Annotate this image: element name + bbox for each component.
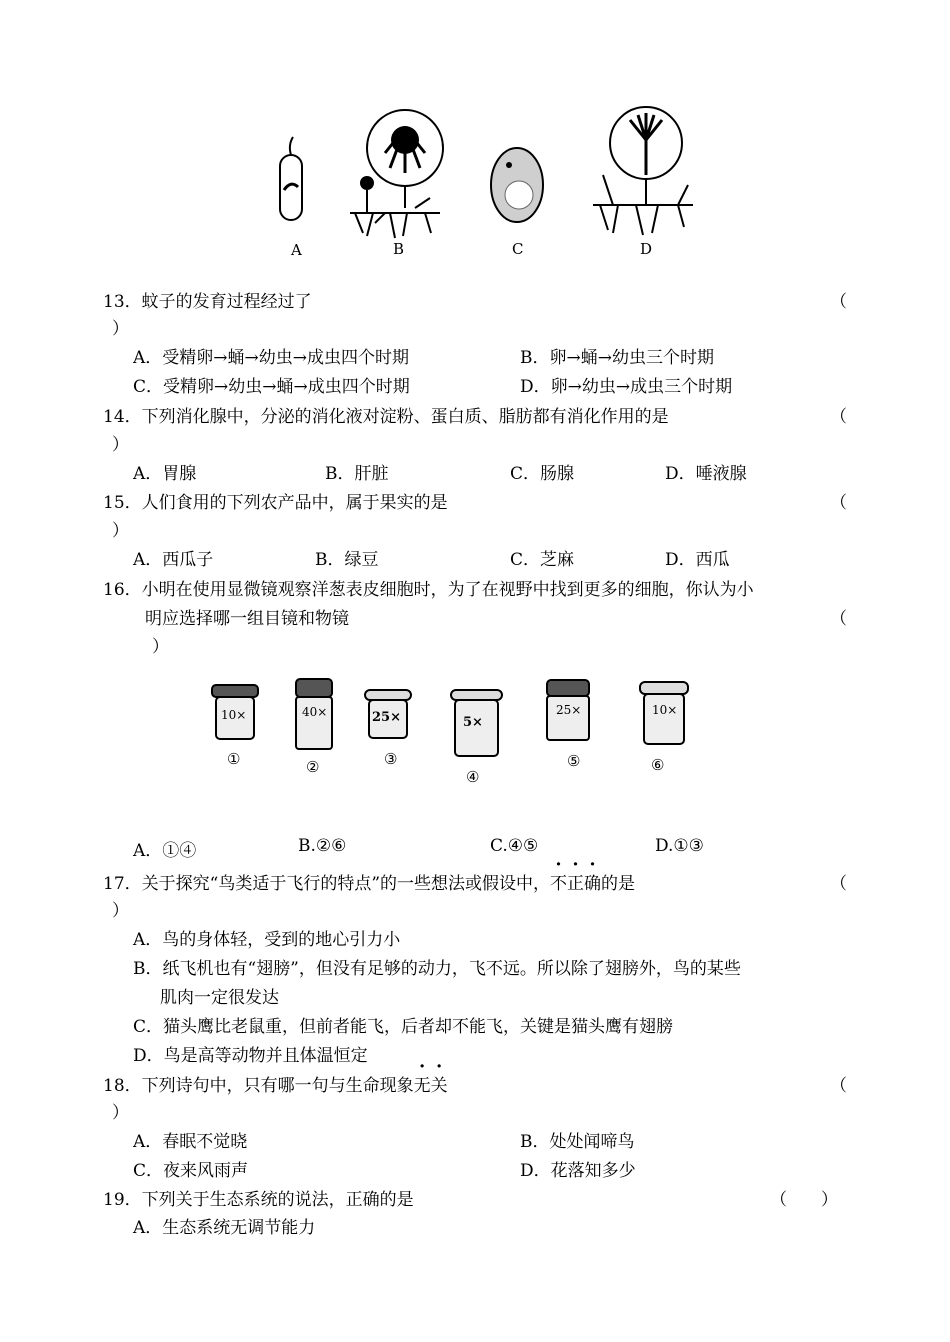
mold-drawing (345, 108, 445, 243)
lens-magnification-5: 25× (556, 703, 582, 717)
lens-number-2: ② (306, 758, 320, 776)
question-19-stem: 19．下列关于生态系统的说法，正确的是 (103, 1190, 414, 1210)
question-16-stem-line1: 16．小明在使用显微镜观察洋葱表皮细胞时，为了在视野中找到更多的细胞，你认为小 (103, 580, 754, 600)
yeast-drawing (487, 145, 547, 225)
question-17-stem (103, 869, 635, 894)
lens-magnification-1: 10× (221, 708, 247, 722)
option-a: A．生态系统无调节能力 (133, 1218, 316, 1238)
lens-number-3: ③ (384, 750, 398, 768)
answer-paren-close: ） (112, 521, 129, 541)
figure-label-c: C (512, 240, 524, 258)
question-16-stem-line2: 明应选择哪一组目镜和物镜 (145, 609, 349, 629)
option-c: C．夜来风雨声 (133, 1161, 249, 1181)
figure-label-b: B (393, 240, 405, 258)
emphasis-char: 不 (550, 874, 568, 894)
option-b: B．卵→蛹→幼虫三个时期 (520, 348, 714, 368)
option-b: B．绿豆 (315, 550, 379, 570)
emphasis-char: 正 (567, 874, 585, 894)
option-c: C．受精卵→幼虫→蛹→成虫四个时期 (133, 377, 410, 397)
emphasis-char: 无 (413, 1076, 431, 1096)
option-c: C．芝麻 (510, 550, 575, 570)
answer-paren-open: （ (830, 407, 847, 427)
option-c: C.④⑤ (490, 836, 539, 856)
question-17-stem-text: 17．关于探究“鸟类适于飞行的特点”的一些想法或假设中， (103, 874, 551, 894)
option-c: C．猫头鹰比老鼠重，但前者能飞，后者却不能飞，关键是猫头鹰有翅膀 (133, 1017, 674, 1037)
question-18-stem-text: 18．下列诗句中，只有哪一句与生命现象 (103, 1076, 414, 1096)
option-d: D．花落知多少 (520, 1161, 636, 1181)
lens-number-6: ⑥ (651, 756, 665, 774)
lens-number-1: ① (227, 750, 241, 768)
lens-magnification-4: 5× (463, 715, 483, 730)
option-d: D．唾液腺 (665, 464, 747, 484)
emphasis-char: 关 (430, 1076, 448, 1096)
lens-magnification-6: 10× (652, 703, 678, 717)
question-15-stem: 15．人们食用的下列农产品中，属于果实的是 (103, 493, 448, 513)
option-a: A．①④ (133, 841, 197, 861)
option-d: D.①③ (655, 836, 704, 856)
figure-label-d: D (640, 240, 653, 258)
option-b: B．处处闻啼鸟 (520, 1132, 635, 1152)
lens-magnification-2: 40× (302, 705, 328, 719)
question-14-stem: 14．下列消化腺中，分泌的消化液对淀粉、蛋白质、脂肪都有消化作用的是 (103, 407, 669, 427)
option-b-continued: 肌肉一定很发达 (160, 988, 279, 1008)
answer-paren-close: ） (112, 319, 129, 339)
answer-paren-close: ） (112, 1103, 129, 1123)
answer-paren-close: ） (112, 435, 129, 455)
answer-paren-open: （ (830, 874, 847, 894)
question-13-stem: 13．蚊子的发育过程经过了 (103, 292, 312, 312)
answer-paren: （ ） (770, 1190, 838, 1210)
option-a: A．西瓜子 (133, 550, 214, 570)
answer-paren-open: （ (830, 493, 847, 513)
option-d: D．鸟是高等动物并且体温恒定 (133, 1046, 368, 1066)
answer-paren-open: （ (830, 292, 847, 312)
question-17-stem-end: 的是 (601, 874, 636, 894)
figure-label-a: A (291, 241, 302, 259)
option-b: B.②⑥ (298, 836, 347, 856)
option-b: B．纸飞机也有“翅膀”，但没有足够的动力，飞不远。所以除了翅膀外，鸟的某些 (133, 959, 741, 979)
option-b: B．肝脏 (325, 464, 389, 484)
option-a: A．受精卵→蛹→幼虫→成虫四个时期 (133, 348, 410, 368)
lens-magnification-3: 25× (372, 710, 401, 725)
emphasis-char: 确 (584, 874, 602, 894)
answer-paren-open: （ (830, 609, 847, 629)
option-c: C．肠腺 (510, 464, 575, 484)
penicillium-drawing (588, 105, 698, 240)
option-d: D．卵→幼虫→成虫三个时期 (520, 377, 733, 397)
option-d: D．西瓜 (665, 550, 730, 570)
lens-number-4: ④ (466, 768, 480, 786)
bacterium-drawing (272, 135, 312, 225)
answer-paren-close: ） (112, 901, 129, 921)
option-a: A．胃腺 (133, 464, 197, 484)
option-a: A．鸟的身体轻，受到的地心引力小 (133, 930, 401, 950)
question-18-stem (103, 1071, 448, 1096)
answer-paren-close: ） (152, 637, 169, 657)
option-a: A．春眠不觉晓 (133, 1132, 248, 1152)
lens-number-5: ⑤ (567, 752, 581, 770)
answer-paren-open: （ (830, 1076, 847, 1096)
